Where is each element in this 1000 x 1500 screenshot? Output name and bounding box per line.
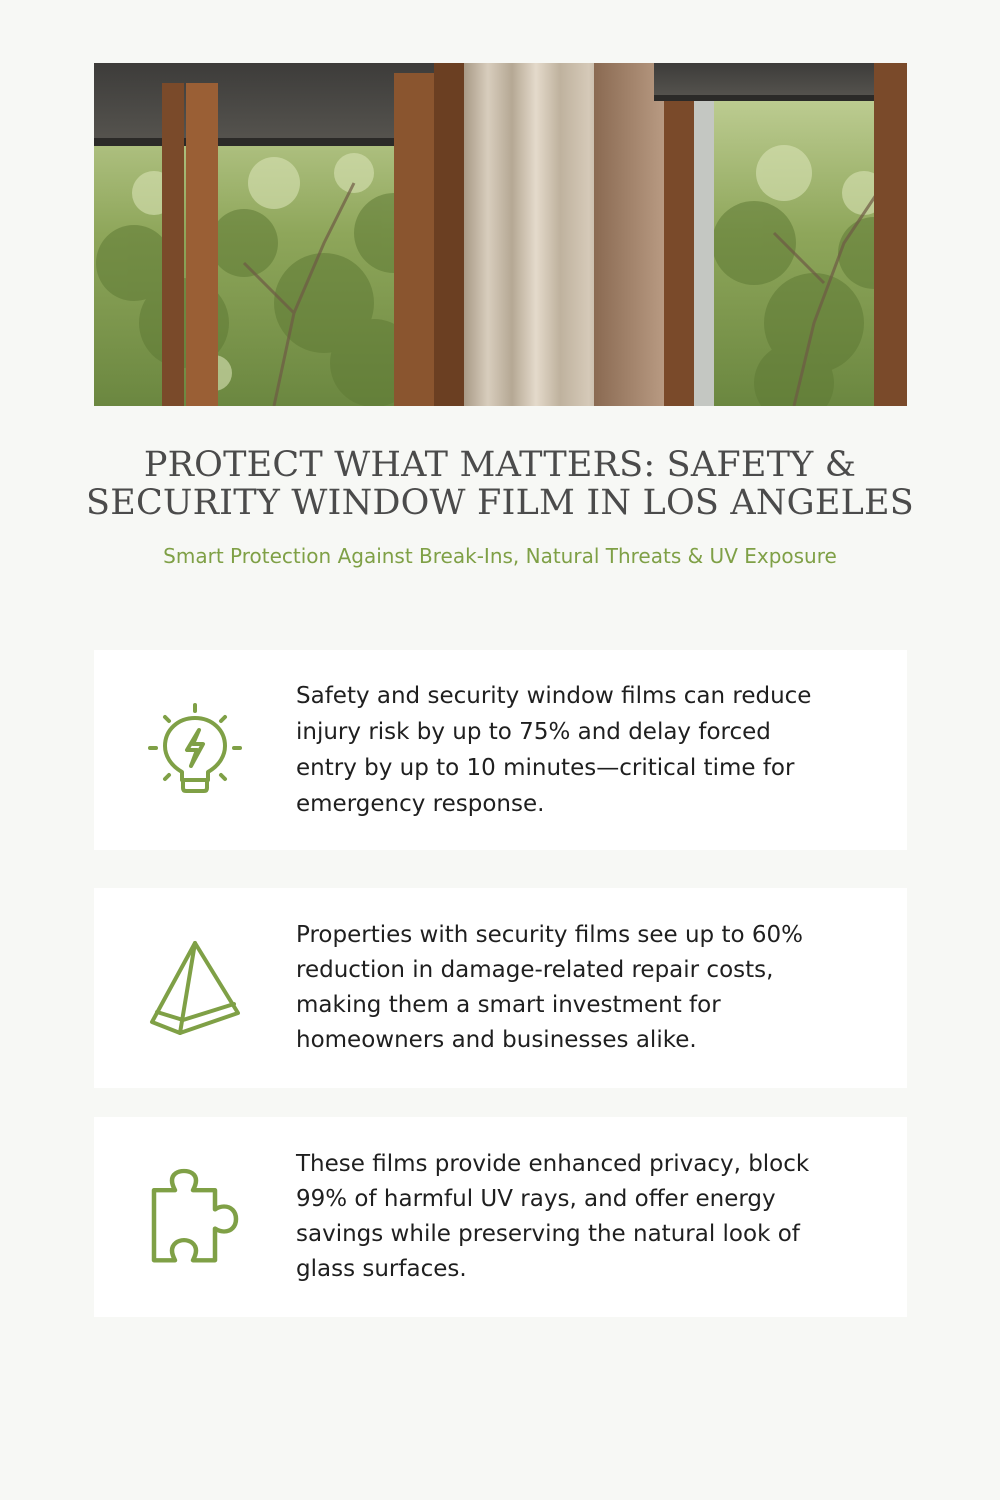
feature-text: Properties with security films see up to 60% reduction in damage-related repair costs, making them a smart investment for homeowners and businesses alike. <box>296 922 803 1053</box>
feature-card-privacy-uv <box>94 1117 907 1317</box>
feature-text: These films provide enhanced privacy, block 99% of harmful UV rays, and offer energy savings while preserving the natural look of glass surfaces. <box>296 1151 810 1282</box>
page-title: PROTECT WHAT MATTERS: SAFETY & SECURITY WINDOW FILM IN LOS ANGELES <box>86 445 914 523</box>
feature-text: Safety and security window films can reduce injury risk by up to 75% and delay forced entry by up to 10 minutes—critical time for emergency response. <box>296 683 812 817</box>
page-subtitle: Smart Protection Against Break-Ins, Natural Threats & UV Exposure <box>163 544 837 568</box>
hero-image <box>94 63 907 406</box>
feature-card-repair-costs <box>94 888 907 1088</box>
puzzle-piece-icon <box>145 1167 245 1267</box>
feature-card-injury-risk <box>94 650 907 850</box>
lightbulb-bolt-icon <box>145 700 245 800</box>
pyramid-icon <box>145 938 245 1038</box>
